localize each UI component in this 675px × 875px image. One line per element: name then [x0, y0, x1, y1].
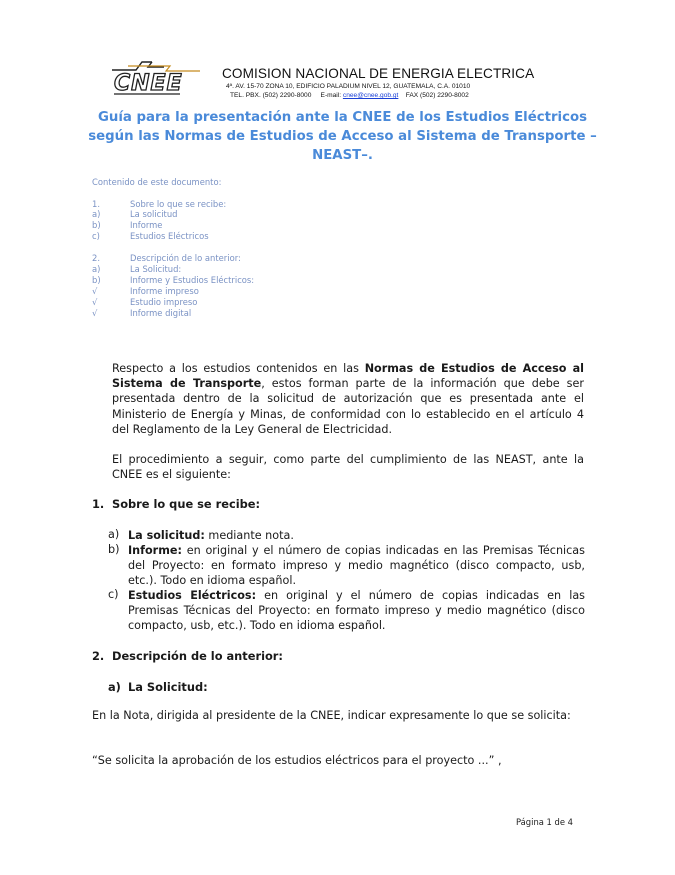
toc-item-num: b)	[92, 220, 101, 230]
document-title-line-1: Guía para la presentación ante la CNEE de los Estudios Eléctricos	[97, 110, 588, 125]
toc-item-num: √	[92, 308, 98, 318]
list-item-text: en original y el número de copias indicadas en las Premisas Técnicas del Proyecto: en formato impreso y medio magnético (disco compacto, usb, etc.). Todo en idioma español.	[128, 544, 585, 588]
cnee-logo	[108, 56, 208, 102]
intro-text-bold: Normas de Estudios de Acceso al Sistema de Transporte	[112, 362, 584, 391]
toc-item-text[interactable]: Informe digital	[130, 308, 192, 318]
toc-item-num: a)	[92, 264, 101, 274]
intro-paragraph	[112, 361, 584, 437]
logo-text: CNEE	[114, 71, 183, 96]
list-item-informe	[128, 543, 585, 589]
section-2a-number: a)	[108, 680, 121, 694]
phone: TEL. PBX. (502) 2290-8000	[230, 92, 312, 99]
page-number: Página 1 de 4	[516, 817, 574, 827]
section-2-number: 2.	[92, 649, 105, 663]
toc-item-text[interactable]: Sobre lo que se recibe:	[130, 199, 227, 209]
toc-item-num: √	[92, 286, 98, 296]
list-item-solicitud	[128, 528, 585, 543]
list-item-text: mediante nota.	[204, 529, 294, 542]
section-1-heading: Sobre lo que se recibe:	[112, 497, 261, 511]
section-2-heading: Descripción de lo anterior:	[112, 649, 283, 663]
list-item-label: Informe:	[128, 544, 182, 557]
section-2a-heading: La Solicitud:	[128, 680, 208, 694]
list-marker: c)	[108, 588, 119, 601]
intro-text-end: , estos forman parte de la información que debe ser presentada dentro de la solicitud de autorización que es presentada ante el Ministerio de Energía y Minas, de conformidad con lo establecido en el artículo 4 del Reglamento de la Ley General de Electricidad.	[112, 377, 584, 436]
organization-address: 4ª. AV. 15-70 ZONA 10, EDIFICIO PALADIUM NIVEL 12, GUATEMALA, C.A. 01010	[226, 83, 471, 90]
list-item-label: Estudios Eléctricos:	[128, 589, 257, 602]
procedure-paragraph: El procedimiento a seguir, como parte del cumplimiento de las NEAST, ante la CNEE es el siguiente:	[112, 453, 584, 482]
toc-heading: Contenido de este documento:	[92, 177, 222, 187]
nota-paragraph: En la Nota, dirigida al presidente de la CNEE, indicar expresamente lo que se solicita:	[92, 709, 571, 722]
organization-name: COMISION NACIONAL DE ENERGIA ELECTRICA	[222, 66, 535, 81]
toc-item-num: 1.	[92, 199, 100, 209]
toc-item-num: a)	[92, 209, 101, 219]
list-item-text: en original y el número de copias indicadas en las Premisas Técnicas del Proyecto: en formato impreso y medio magnético (disco compacto, usb, etc.). Todo en idioma español.	[128, 589, 585, 633]
section-1-number: 1.	[92, 497, 105, 511]
toc-item-text[interactable]: Informe impreso	[130, 286, 199, 296]
quote-paragraph: “Se solicita la aprobación de los estudios eléctricos para el proyecto ...” ,	[92, 754, 502, 767]
toc-item-text[interactable]: La Solicitud:	[130, 264, 182, 274]
list-item-estudios	[128, 588, 585, 634]
toc-item-text[interactable]: Descripción de lo anterior:	[130, 253, 241, 263]
toc-item-text[interactable]: Estudios Eléctricos	[130, 231, 209, 241]
list-marker: b)	[108, 543, 120, 556]
toc-item-text[interactable]: Informe	[130, 220, 163, 230]
intro-text-start: Respecto a los estudios contenidos en las	[112, 362, 365, 375]
toc-item-num: c)	[92, 231, 100, 241]
toc-item-num: √	[92, 297, 98, 307]
toc-item-text[interactable]: Informe y Estudios Eléctricos:	[130, 275, 255, 285]
email-link[interactable]: cnee@cnee.gob.gt	[342, 92, 399, 99]
document-title-line-3: NEAST–.	[312, 148, 373, 163]
toc-item-num: b)	[92, 275, 101, 285]
document-title-line-2: según las Normas de Estudios de Acceso al Sistema de Transporte –	[88, 129, 597, 144]
toc-item-text[interactable]: Estudio impreso	[130, 297, 198, 307]
toc-item-num: 2.	[92, 253, 100, 263]
email-label: E-mail:	[320, 92, 342, 99]
toc-item-text[interactable]: La solicitud	[130, 209, 178, 219]
list-item-label: La solicitud:	[128, 529, 205, 542]
organization-contact	[230, 92, 469, 99]
list-marker: a)	[108, 528, 120, 541]
fax: FAX (502) 2290-8002	[405, 92, 469, 99]
